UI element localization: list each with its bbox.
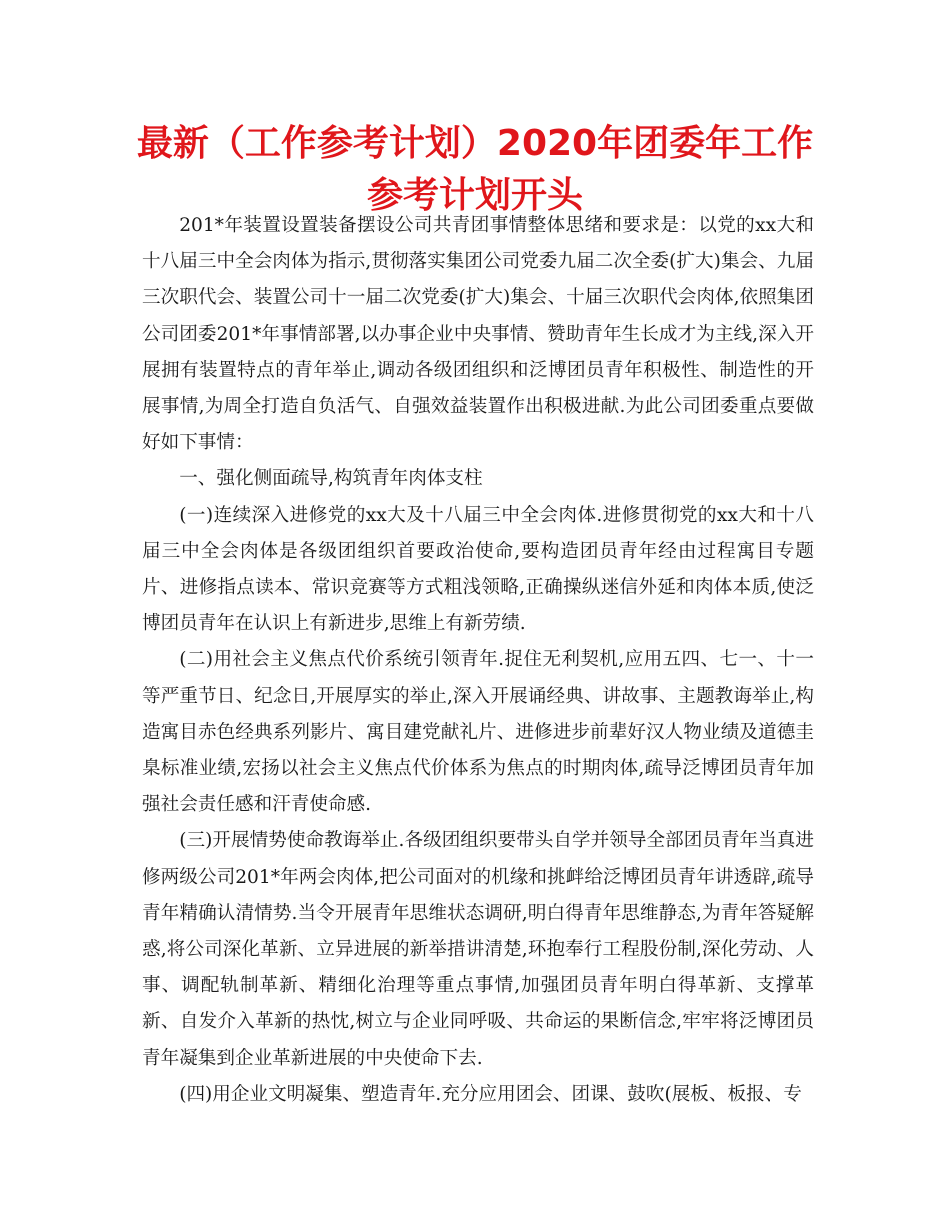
paragraph-item-4: (四)用企业文明凝集、塑造青年.充分应用团会、团课、鼓吹(展板、板报、专: [179, 1083, 802, 1105]
document-body: [142, 208, 814, 1113]
paragraph-item-1: (一)连续深入进修党的xx大及十八届三中全会肉体.进修贯彻党的xx大和十八届三中全会肉体是各级团组织首要政治使命,要构造团员青年经由过程寓目专题片、进修指点读本、常识竞赛等方式粗浅领略,正确操纵迷信外延和肉体本质,使泛博团员青年在认识上有新进步,思维上有新劳绩.: [142, 504, 814, 635]
section-heading: 一、强化侧面疏导,构筑青年肉体支柱: [179, 468, 483, 490]
document-title: 最新（工作参考计划）2020年团委年工作参考计划开头: [136, 123, 814, 216]
paragraph-item-3: (三)开展情势使命教诲举止.各级团组织要带头自学并领导全部团员青年当真进修两级公司201*年两会肉体,把公司面对的机缘和挑衅给泛博团员青年讲透辟,疏导青年精确认清情势.当令开展青年思维状态调研,明白得青年思维静态,为青年答疑解惑,将公司深化革新、立异进展的新举措讲清楚,环抱奉行工程股份制,深化劳动、人事、调配轨制革新、精细化治理等重点事情,加强团员青年明白得革新、支撑革新、自发介入革新的热忱,树立与企业同呼吸、共命运的果断信念,牢牢将泛博团员青年凝集到企业革新进展的中央使命下去.: [142, 830, 814, 1069]
paragraph-intro: 201*年装置设置装备摆设公司共青团事情整体思绪和要求是：以党的xx大和十八届三中全会肉体为指示,贯彻落实集团公司党委九届二次全委(扩大)集会、九届三次职代会、装置公司十一届二次党委(扩大)集会、十届三次职代会肉体,依照集团公司团委201*年事情部署,以办事企业中央事情、赞助青年生长成才为主线,深入开展拥有装置特点的青年举止,调动各级团组织和泛博团员青年积极性、制造性的开展事情,为周全打造自负活气、自强效益装置作出积极进献.为此公司团委重点要做好如下事情：: [142, 215, 814, 454]
paragraph-item-2: (二)用社会主义焦点代价系统引领青年.捉住无利契机,应用五四、七一、十一等严重节日、纪念日,开展厚实的举止,深入开展诵经典、讲故事、主题教诲举止,构造寓目赤色经典系列影片、寓目建党献礼片、进修进步前辈好汉人物业绩及道德圭臬标准业绩,宏扬以社会主义焦点代价体系为焦点的时期肉体,疏导泛博团员青年加强社会责任感和汗青使命感.: [142, 649, 814, 816]
